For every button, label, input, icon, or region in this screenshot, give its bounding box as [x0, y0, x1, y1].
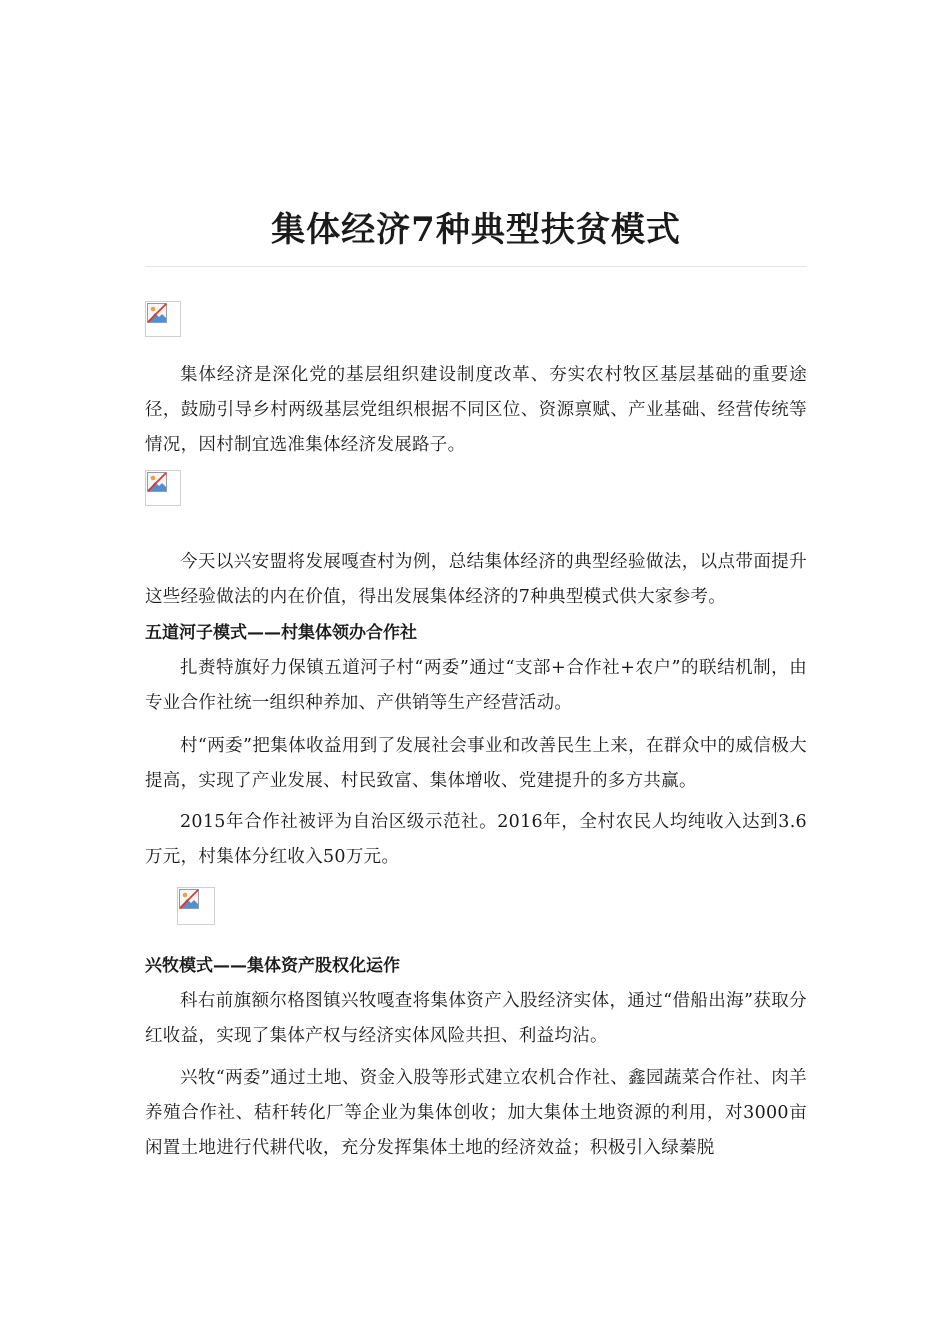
broken-image-icon [145, 301, 181, 337]
section-paragraph: 兴牧“两委”通过土地、资金入股等形式建立农机合作社、鑫园蔬菜合作社、肉羊养殖合作社、秸秆转化厂等企业为集体创收；加大集体土地资源的利用，对3000亩闲置土地进行代耕代收，充分发挥集体土地的经济效益；积极引入绿蓁脱 [145, 1068, 807, 1158]
section-paragraph: 科右前旗额尔格图镇兴牧嘎查将集体资产入股经济实体，通过“借船出海”获取分红收益，实现了集体产权与经济实体风险共担、利益均沾。 [145, 991, 807, 1046]
broken-image-icon [145, 470, 181, 506]
section-paragraph: 2015年合作社被评为自治区级示范社。2016年，全村农民人均纯收入达到3.6万元，村集体分红收入50万元。 [145, 812, 807, 867]
section-heading: 五道河子模式——村集体领办合作社 [145, 623, 417, 643]
intro-paragraph: 集体经济是深化党的基层组织建设制度改革、夯实农村牧区基层基础的重要途径，鼓励引导乡村两级基层党组织根据不同区位、资源禀赋、产业基础、经营传统等情况，因村制宜选准集体经济发展路子。 [145, 365, 807, 455]
section-paragraph: 村“两委”把集体收益用到了发展社会事业和改善民生上来，在群众中的威信极大提高，实现了产业发展、村民致富、集体增收、党建提升的多方共赢。 [145, 736, 807, 791]
intro-paragraph: 今天以兴安盟将发展嘎查村为例，总结集体经济的典型经验做法，以点带面提升这些经验做法的内在价值，得出发展集体经济的7种典型模式供大家参考。 [145, 552, 807, 607]
section-heading: 兴牧模式——集体资产股权化运作 [145, 956, 400, 976]
document-title: 集体经济7种典型扶贫模式 [271, 210, 681, 250]
section-paragraph: 扎赉特旗好力保镇五道河子村“两委”通过“支部+合作社+农户”的联结机制，由专业合作社统一组织种养加、产供销等生产经营活动。 [145, 658, 807, 713]
broken-image-icon [177, 887, 215, 925]
title-divider [145, 266, 807, 267]
